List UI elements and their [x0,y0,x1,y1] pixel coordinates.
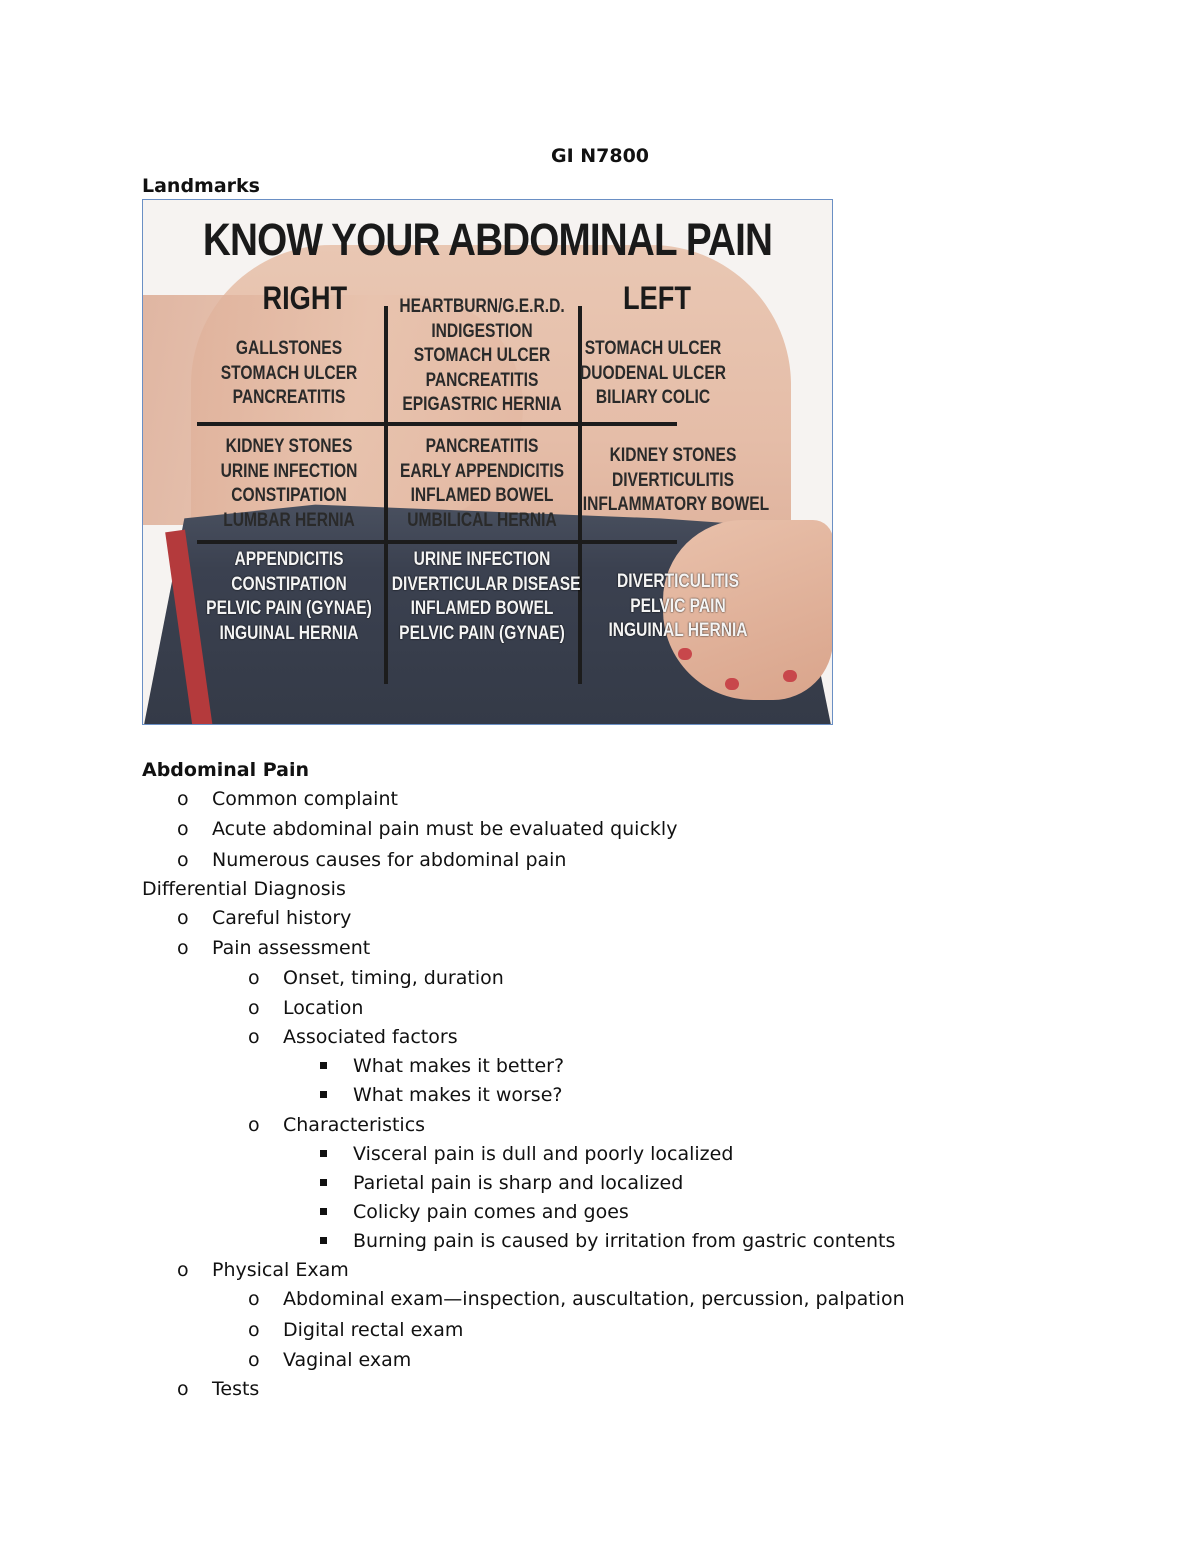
cell-lower-left-quadrant: DIVERTICULITIS PELVIC PAIN INGUINAL HERNIA [608,571,748,641]
right-label: RIGHT [262,280,348,316]
document-title: GI N7800 [550,145,650,167]
list-item: Onset, timing, duration [283,967,504,989]
list-item: Parietal pain is sharp and localized [353,1172,684,1194]
infographic-title: KNOW YOUR ABDOMINAL PAIN [202,214,773,265]
list-item: Characteristics [283,1114,426,1136]
square-bullet-icon [320,1179,327,1186]
abdominal-pain-heading: Abdominal Pain [142,759,310,781]
landmarks-heading: Landmarks [142,175,260,197]
list-item: What makes it worse? [353,1084,563,1106]
list-item: Physical Exam [212,1259,349,1281]
circle-bullet-icon: o [248,997,260,1019]
list-item: Visceral pain is dull and poorly localized [353,1143,734,1165]
circle-bullet-icon: o [248,1319,260,1341]
square-bullet-icon [320,1150,327,1157]
circle-bullet-icon: o [248,1349,260,1371]
square-bullet-icon [320,1091,327,1098]
grid-divider [197,422,677,426]
cell-upper-left-quadrant: STOMACH ULCER DUODENAL ULCER BILIARY COLIC [579,338,726,408]
circle-bullet-icon: o [248,1288,260,1310]
list-item: Burning pain is caused by irritation from gastric contents [353,1230,896,1252]
list-item: Abdominal exam—inspection, auscultation, percussion, palpation [283,1288,905,1310]
circle-bullet-icon: o [248,1026,260,1048]
list-item: Associated factors [283,1026,458,1048]
list-item: Colicky pain comes and goes [353,1201,629,1223]
circle-bullet-icon: o [177,907,189,929]
circle-bullet-icon: o [177,1378,189,1400]
nail-decoration [783,670,797,682]
cell-lower-right-quadrant: APPENDICITIS CONSTIPATION PELVIC PAIN (GYNAE) INGUINAL HERNIA [206,549,372,644]
square-bullet-icon [320,1062,327,1069]
list-item: Acute abdominal pain must be evaluated quickly [212,818,678,840]
circle-bullet-icon: o [248,967,260,989]
square-bullet-icon [320,1208,327,1215]
circle-bullet-icon: o [177,1259,189,1281]
cell-right-flank: KIDNEY STONES URINE INFECTION CONSTIPATION LUMBAR HERNIA [220,436,358,531]
grid-divider [197,540,677,544]
cell-suprapubic: URINE INFECTION DIVERTICULAR DISEASE INFLAMED BOWEL PELVIC PAIN (GYNAE) [391,549,581,644]
list-item: Tests [212,1378,260,1400]
differential-diagnosis-heading: Differential Diagnosis [142,878,346,900]
circle-bullet-icon: o [177,788,189,810]
list-item: Careful history [212,907,352,929]
list-item: Location [283,997,364,1019]
list-item: Digital rectal exam [283,1319,464,1341]
nail-decoration [725,678,739,690]
list-item: Common complaint [212,788,398,810]
list-item: Pain assessment [212,937,371,959]
abdominal-pain-infographic [142,199,833,725]
circle-bullet-icon: o [177,937,189,959]
square-bullet-icon [320,1237,327,1244]
circle-bullet-icon: o [248,1114,260,1136]
cell-epigastric: HEARTBURN/G.E.R.D. INDIGESTION STOMACH ULCER PANCREATITIS EPIGASTRIC HERNIA [399,296,565,415]
list-item: What makes it better? [353,1055,565,1077]
circle-bullet-icon: o [177,849,189,871]
nail-decoration [678,648,692,660]
cell-umbilical: PANCREATITIS EARLY APPENDICITIS INFLAMED BOWEL UMBILICAL HERNIA [400,436,564,531]
cell-left-flank: KIDNEY STONES DIVERTICULITIS INFLAMMATORY BOWEL [582,445,770,515]
circle-bullet-icon: o [177,818,189,840]
list-item: Vaginal exam [283,1349,412,1371]
left-label: LEFT [622,280,691,316]
list-item: Numerous causes for abdominal pain [212,849,567,871]
cell-upper-right-quadrant: GALLSTONES STOMACH ULCER PANCREATITIS [220,338,358,408]
